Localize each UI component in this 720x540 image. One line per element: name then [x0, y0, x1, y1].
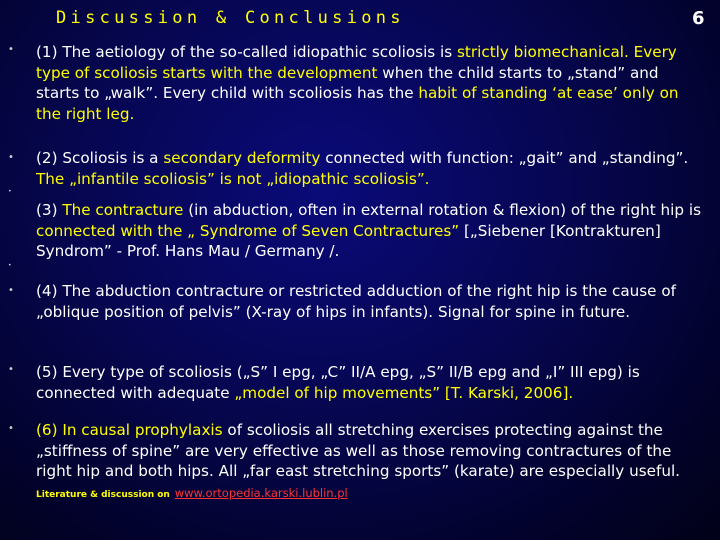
- p3-highlight-b: The contracture: [62, 201, 184, 219]
- p6-text-b: of scoliosis all stretching exercises protecting against the „stiffness of spine” are very effective as well as those removing contractures of the right hip and both hips. All „far east stretching sports” (karate) are especially useful.: [36, 421, 680, 480]
- paragraph-3: [36, 200, 704, 262]
- paragraph-5: [36, 362, 704, 403]
- p2-text-a: (2) Scoliosis is a: [36, 149, 164, 167]
- p3-text-e: [„Siebener [Kontrakturen] Syndrom” - Prof. Hans Mau / Germany /.: [36, 221, 661, 260]
- page-number: 6: [692, 8, 705, 29]
- bullet-3: •: [8, 262, 12, 269]
- p5-text-a: (5) Every type of scoliosis („S” I epg, „C” II/A epg, „S” II/B epg and „I” III epg) is connected with adequate: [36, 363, 640, 402]
- website-link[interactable]: www.ortopedia.karski.lublin.pl: [174, 485, 348, 500]
- p6-highlight-a: (6) In causal prophylaxis: [36, 421, 223, 439]
- p1-highlight-d: habit of standing ‘at ease’ only on the right leg.: [36, 84, 679, 123]
- p1-highlight-b: strictly biomechanical. Every type of scoliosis starts with the development: [36, 43, 677, 82]
- bullet-1: •: [8, 44, 14, 55]
- literature-note: Literature & discussion on: [36, 489, 170, 500]
- bullet-6: •: [8, 423, 14, 434]
- p4-text-a: (4) The abduction contracture or restricted adduction of the right hip is the cause of „oblique position of pelvis” (X-ray of hips in infants). Signal for spine in future.: [36, 282, 676, 321]
- bullet-5: •: [8, 364, 14, 375]
- paragraph-1: [36, 42, 704, 124]
- bullet-2: •: [8, 152, 14, 163]
- p1-text-c: when the child starts to „stand” and starts to „walk”. Every child with scoliosis has the: [36, 63, 659, 102]
- p2-highlight-d: The „infantile scoliosis” is not „idiopathic scoliosis”.: [36, 169, 430, 188]
- bullet-2b: •: [8, 188, 12, 195]
- slide-title: Discussion & Conclusions: [56, 8, 405, 28]
- paragraph-6: [36, 420, 704, 505]
- p2-text-c: connected with function: „gait” and „standing”.: [320, 149, 689, 167]
- p2-highlight-b: secondary deformity: [163, 149, 321, 167]
- p3-text-c: (in abduction, often in external rotation & flexion) of the right hip is: [183, 201, 701, 219]
- p5-highlight-b: „model of hip movements” [T. Karski, 2006].: [234, 383, 574, 402]
- p3-highlight-d: connected with the „ Syndrome of Seven Contractures”: [36, 221, 460, 240]
- paragraph-4: [36, 281, 704, 322]
- paragraph-2: [36, 148, 704, 189]
- p1-text-a: (1) The aetiology of the so-called idiopathic scoliosis is: [36, 43, 458, 61]
- p3-text-a: (3): [36, 201, 63, 219]
- bullet-4: •: [8, 285, 14, 296]
